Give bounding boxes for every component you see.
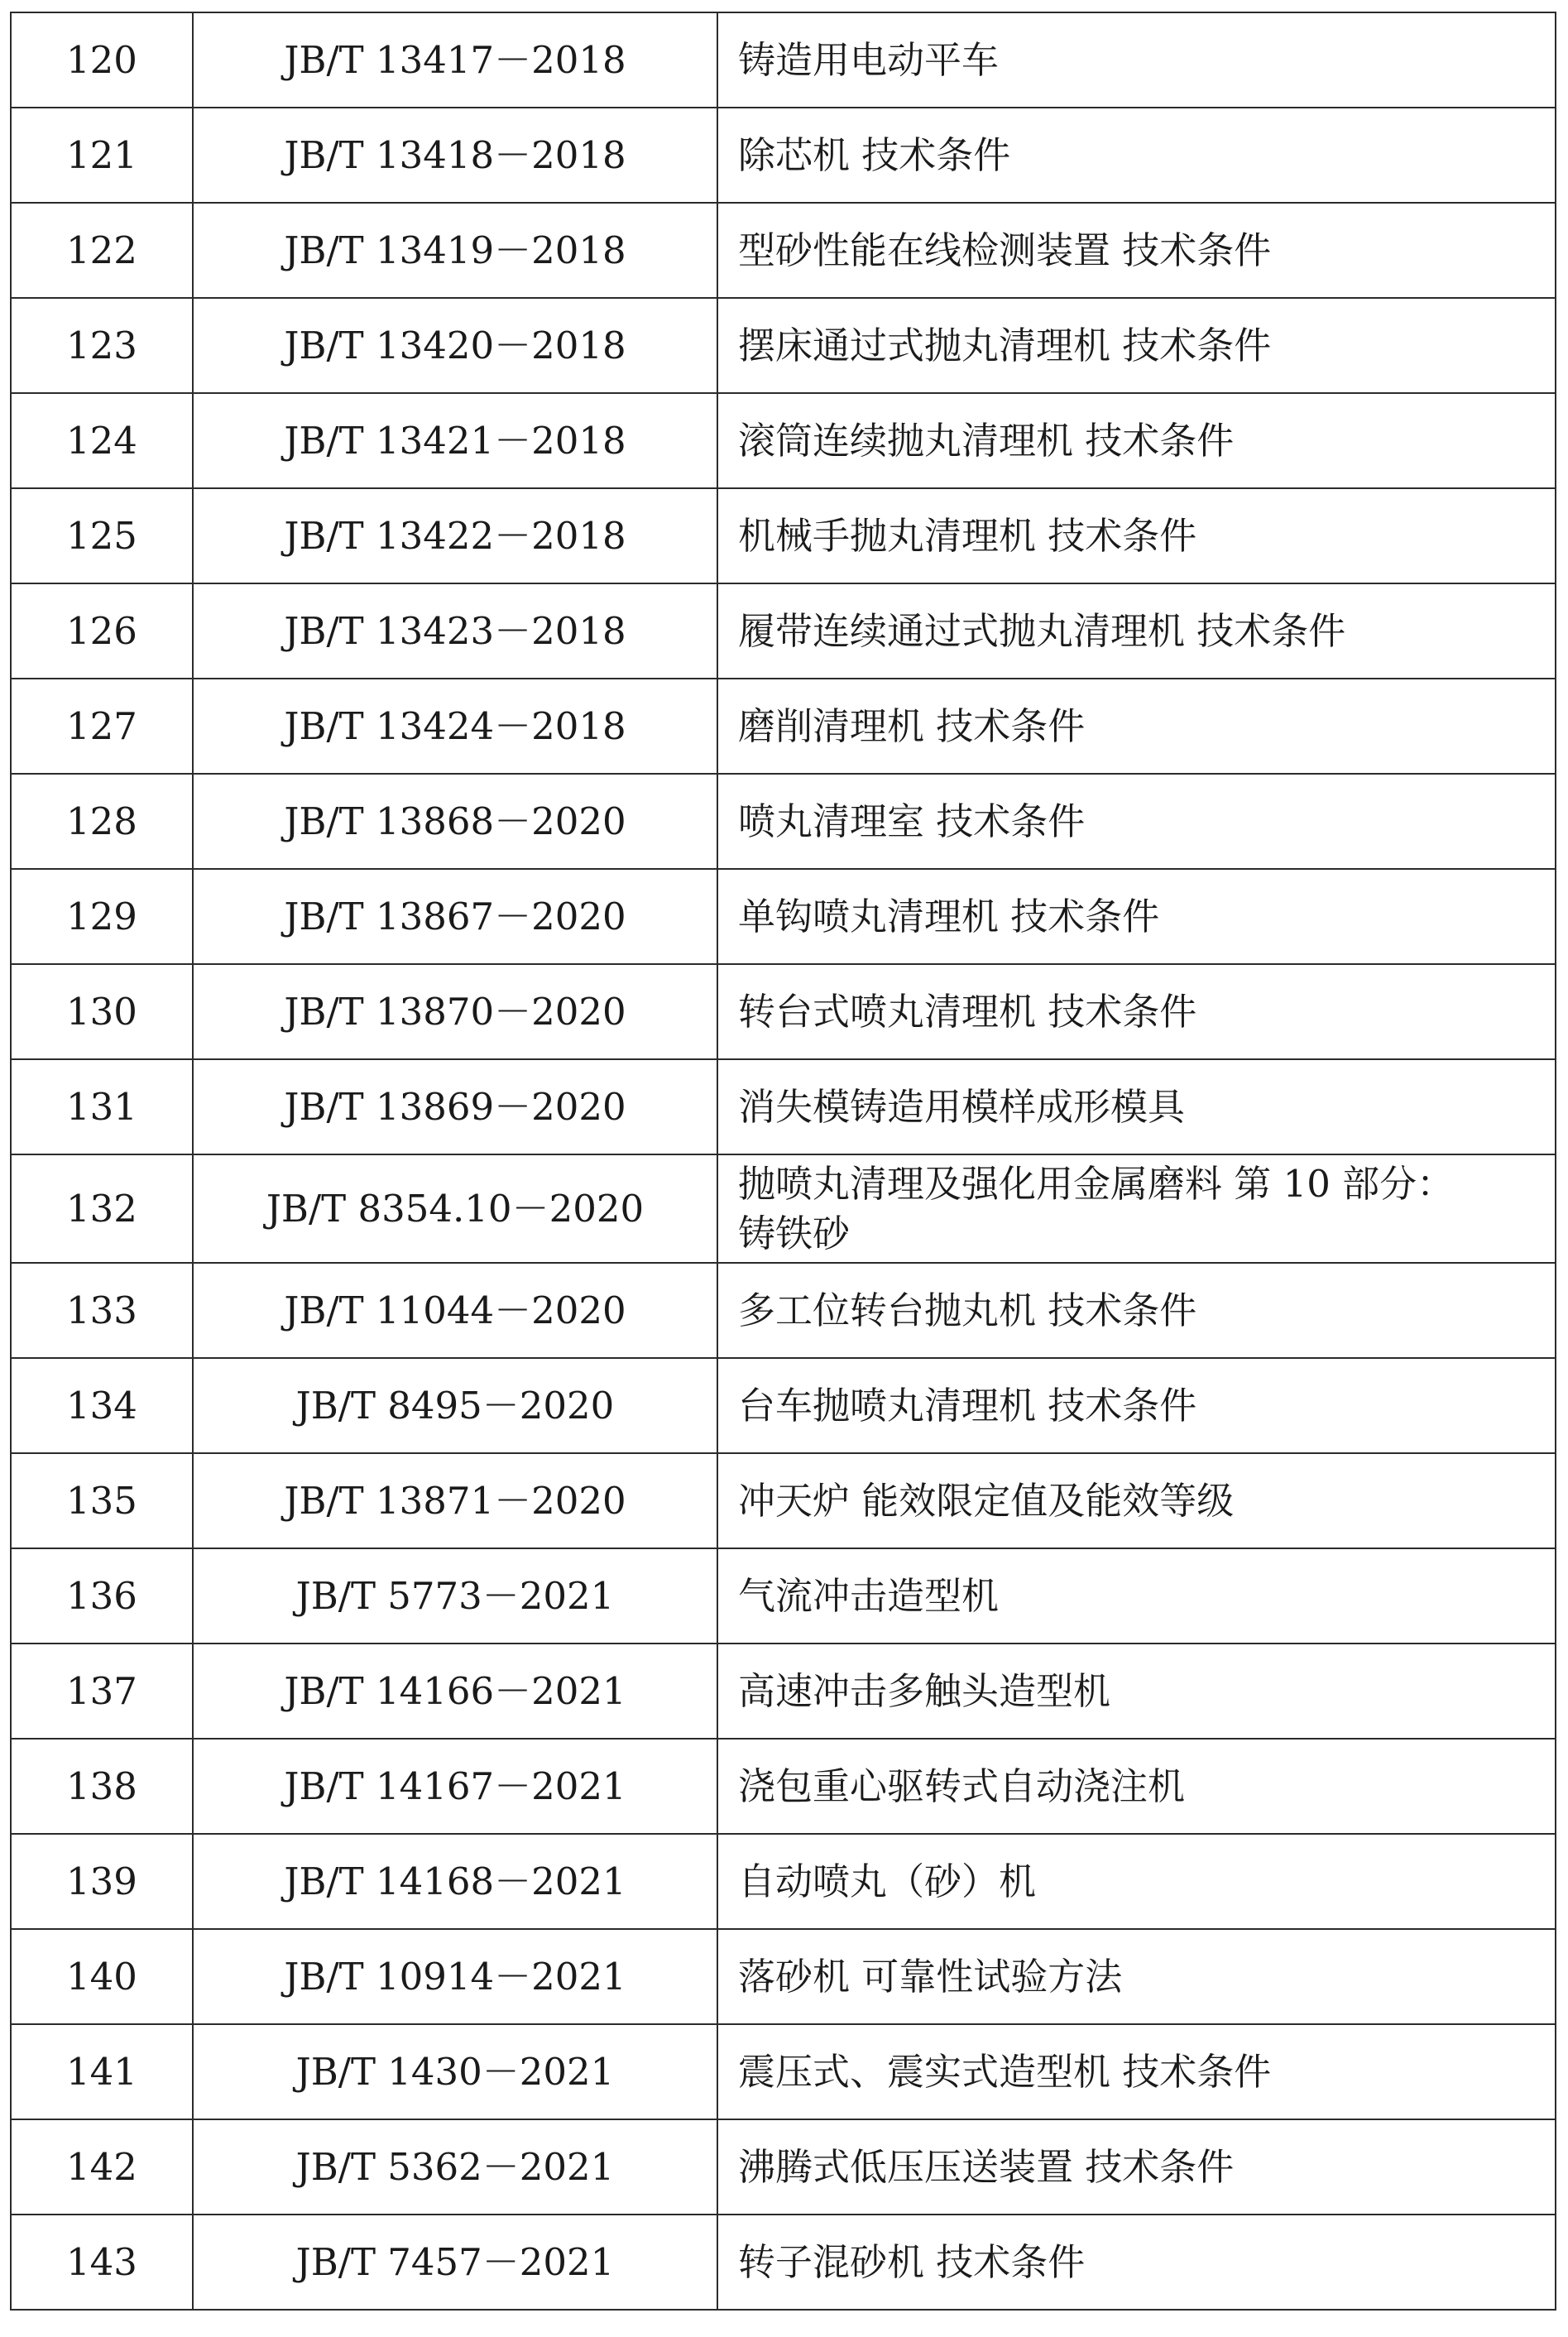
table-row — [11, 774, 1556, 869]
table-row — [11, 1548, 1556, 1644]
standard-code: JB/T 13869－2020 — [193, 1059, 717, 1154]
row-number: 131 — [11, 1059, 193, 1154]
standard-code: JB/T 13421－2018 — [193, 393, 717, 488]
table-row — [11, 298, 1556, 393]
row-number: 143 — [11, 2215, 193, 2310]
row-number: 120 — [11, 12, 193, 108]
standard-name: 机械手抛丸清理机 技术条件 — [717, 488, 1556, 583]
standard-name: 转台式喷丸清理机 技术条件 — [717, 964, 1556, 1059]
standard-code: JB/T 5362－2021 — [193, 2119, 717, 2215]
standard-code: JB/T 13420－2018 — [193, 298, 717, 393]
standard-code: JB/T 13417－2018 — [193, 12, 717, 108]
standard-name: 型砂性能在线检测装置 技术条件 — [717, 203, 1556, 298]
standard-code: JB/T 13867－2020 — [193, 869, 717, 964]
row-number: 141 — [11, 2024, 193, 2119]
standard-name: 气流冲击造型机 — [717, 1548, 1556, 1644]
table-row — [11, 488, 1556, 583]
table-row — [11, 1059, 1556, 1154]
row-number: 140 — [11, 1929, 193, 2024]
standards-table — [10, 12, 1556, 2311]
table-row — [11, 1834, 1556, 1929]
standard-name: 浇包重心驱转式自动浇注机 — [717, 1739, 1556, 1834]
standard-code: JB/T 13423－2018 — [193, 583, 717, 679]
table-row — [11, 679, 1556, 774]
table-row — [11, 393, 1556, 488]
row-number: 125 — [11, 488, 193, 583]
table-row — [11, 1644, 1556, 1739]
standard-name: 履带连续通过式抛丸清理机 技术条件 — [717, 583, 1556, 679]
standard-code: JB/T 5773－2021 — [193, 1548, 717, 1644]
table-row — [11, 2024, 1556, 2119]
standards-table-body — [11, 12, 1556, 2310]
standard-code: JB/T 14167－2021 — [193, 1739, 717, 1834]
table-row — [11, 12, 1556, 108]
row-number: 130 — [11, 964, 193, 1059]
standard-code: JB/T 13424－2018 — [193, 679, 717, 774]
standard-code: JB/T 14168－2021 — [193, 1834, 717, 1929]
standard-name: 落砂机 可靠性试验方法 — [717, 1929, 1556, 2024]
standard-name: 喷丸清理室 技术条件 — [717, 774, 1556, 869]
standard-code: JB/T 1430－2021 — [193, 2024, 717, 2119]
standard-name: 沸腾式低压压送装置 技术条件 — [717, 2119, 1556, 2215]
standard-code: JB/T 13871－2020 — [193, 1453, 717, 1548]
standard-code: JB/T 13422－2018 — [193, 488, 717, 583]
table-row — [11, 1154, 1556, 1263]
standard-name: 磨削清理机 技术条件 — [717, 679, 1556, 774]
row-number: 122 — [11, 203, 193, 298]
standard-code: JB/T 10914－2021 — [193, 1929, 717, 2024]
standard-code: JB/T 7457－2021 — [193, 2215, 717, 2310]
row-number: 135 — [11, 1453, 193, 1548]
table-row — [11, 1453, 1556, 1548]
table-row — [11, 1739, 1556, 1834]
standard-name: 除芯机 技术条件 — [717, 108, 1556, 203]
standard-name: 多工位转台抛丸机 技术条件 — [717, 1263, 1556, 1358]
standard-code: JB/T 8354.10－2020 — [193, 1154, 717, 1263]
row-number: 132 — [11, 1154, 193, 1263]
row-number: 128 — [11, 774, 193, 869]
standard-name: 震压式、震实式造型机 技术条件 — [717, 2024, 1556, 2119]
standard-name: 单钩喷丸清理机 技术条件 — [717, 869, 1556, 964]
row-number: 126 — [11, 583, 193, 679]
row-number: 123 — [11, 298, 193, 393]
standard-code: JB/T 14166－2021 — [193, 1644, 717, 1739]
standard-name: 台车抛喷丸清理机 技术条件 — [717, 1358, 1556, 1453]
table-row — [11, 203, 1556, 298]
table-row — [11, 2215, 1556, 2310]
table-row — [11, 1929, 1556, 2024]
standard-name: 消失模铸造用模样成形模具 — [717, 1059, 1556, 1154]
row-number: 139 — [11, 1834, 193, 1929]
table-row — [11, 1358, 1556, 1453]
standard-code: JB/T 8495－2020 — [193, 1358, 717, 1453]
standard-code: JB/T 11044－2020 — [193, 1263, 717, 1358]
row-number: 133 — [11, 1263, 193, 1358]
row-number: 129 — [11, 869, 193, 964]
table-row — [11, 2119, 1556, 2215]
standard-name: 高速冲击多触头造型机 — [717, 1644, 1556, 1739]
standard-name: 转子混砂机 技术条件 — [717, 2215, 1556, 2310]
standard-name: 自动喷丸（砂）机 — [717, 1834, 1556, 1929]
table-row — [11, 869, 1556, 964]
standard-code: JB/T 13418－2018 — [193, 108, 717, 203]
row-number: 134 — [11, 1358, 193, 1453]
standard-name: 抛喷丸清理及强化用金属磨料 第 10 部分： 铸铁砂 — [717, 1154, 1556, 1263]
standard-name: 滚筒连续抛丸清理机 技术条件 — [717, 393, 1556, 488]
standard-code: JB/T 13870－2020 — [193, 964, 717, 1059]
standard-code: JB/T 13419－2018 — [193, 203, 717, 298]
row-number: 137 — [11, 1644, 193, 1739]
row-number: 121 — [11, 108, 193, 203]
row-number: 142 — [11, 2119, 193, 2215]
table-row — [11, 1263, 1556, 1358]
row-number: 138 — [11, 1739, 193, 1834]
standard-name: 冲天炉 能效限定值及能效等级 — [717, 1453, 1556, 1548]
standard-name: 铸造用电动平车 — [717, 12, 1556, 108]
table-row — [11, 964, 1556, 1059]
standard-code: JB/T 13868－2020 — [193, 774, 717, 869]
standard-name: 摆床通过式抛丸清理机 技术条件 — [717, 298, 1556, 393]
row-number: 124 — [11, 393, 193, 488]
row-number: 136 — [11, 1548, 193, 1644]
table-row — [11, 583, 1556, 679]
row-number: 127 — [11, 679, 193, 774]
table-row — [11, 108, 1556, 203]
